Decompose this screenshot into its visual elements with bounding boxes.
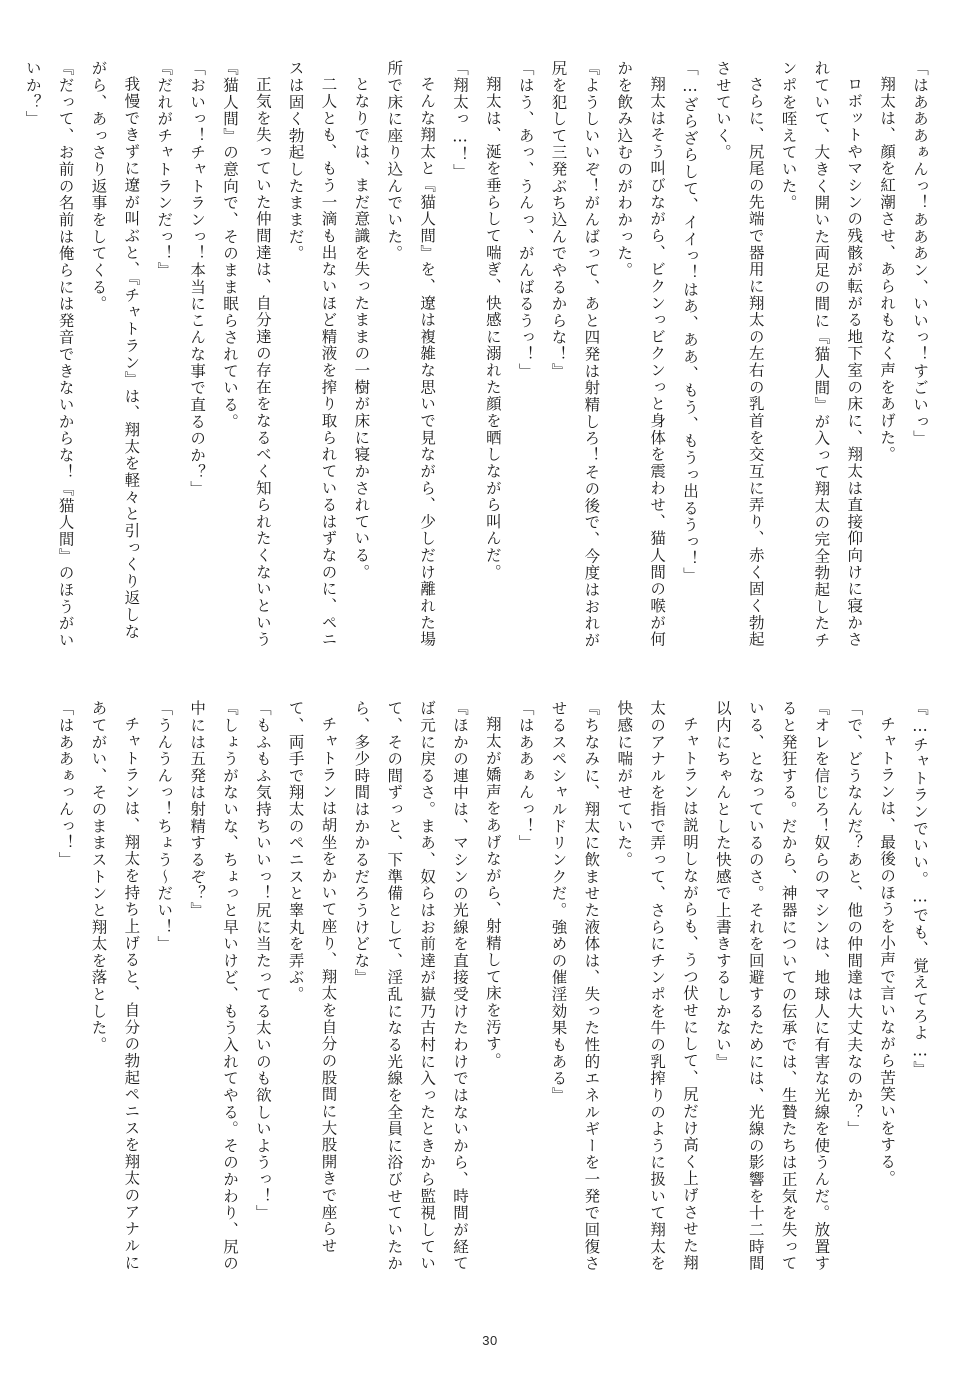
paragraph: 『ようしいいぞ！がんばって、あと四発は射精しろ！その後で、今度はおれが尻を犯して三発ぶち込んでやるからな！』 [549, 60, 601, 649]
paragraph: 「おいっ！チャトランっ！本当にこんな事で直るのか？」 [188, 60, 207, 498]
paragraph: となりでは、まだ意識を失ったままの一樹が床に寝かされている。 [352, 75, 371, 581]
paragraph: さらに、尻尾の先端で器用に翔太の左右の乳首を交互に弄り、赤く固く勃起させていく。 [713, 60, 765, 648]
paragraph: 我慢できずに遼が叫ぶと、『チャトラン』は、翔太を軽々と引っくり返しながら、あっさり返事をしてくる。 [89, 60, 141, 640]
text-block-lower [56, 700, 936, 1280]
paragraph: 『だれがチャトランだっ！』 [155, 60, 174, 279]
paragraph: 翔太は、涎を垂らして喘ぎ、快感に溺れた顔を晒しながら叫んだ。 [483, 75, 502, 581]
paragraph: 「翔太っ…！」 [450, 60, 469, 181]
paragraph: 「はあああぁんっ！あああン、いいっ！すごいっ」 [911, 60, 929, 447]
paragraph: 翔太は、顔を紅潮させ、あられもなく声をあげた。 [878, 75, 897, 463]
paragraph: 二人とも、もう一滴も出ないほど精液を搾り取られているはずなのに、ペニスは固く勃起したままだ。 [286, 60, 338, 648]
paragraph: 「…ざらざらして、イイっ！はあ、ああ、もう、もうっ出るうっ！」 [680, 60, 699, 584]
paragraph: 「うんうんっ！ちょう～だい！」 [155, 700, 174, 953]
page-number: 30 [482, 1333, 498, 1348]
paragraph: 「はう、あっ、うんっ、がんばるうっ！」 [516, 60, 535, 380]
paragraph: 『しょうがないな、ちょっと早いけど、もう入れてやる。そのかわり、尻の中には五発は射精するぞ？』 [188, 700, 239, 1272]
paragraph: 「はああぁんっ！」 [516, 700, 535, 852]
paragraph: チャトランは胡坐をかいて座り、翔太を自分の股間に大股開きで座らせて、両手で翔太のペニスと睾丸を弄ぶ。 [286, 700, 338, 1254]
paragraph: 「はああぁっんっ！」 [56, 700, 75, 869]
paragraph: 「もふもふ気持ちいいっ！尻に当たってる太いのも欲しいようっ！」 [253, 700, 272, 1222]
paragraph: 『ちなみに、翔太に飲ませた液体は、失った性的エネルギーを一発で回復させるスペシャルドリンクだ。強めの催淫効果もある』 [549, 700, 601, 1272]
paragraph: 「で、どうなんだ？あと、他の仲間達は大丈夫なのか？」 [845, 700, 864, 1138]
paragraph: 翔太が嬌声をあげながら、射精して床を汚す。 [483, 715, 502, 1069]
paragraph: そんな翔太と『猫人間』を、遼は複雑な思いで見ながら、少しだけ離れた場所で床に座り込んでいた。 [385, 60, 437, 648]
paragraph: チャトランは説明しながらも、うつ伏せにして、尻だけ高く上げさせた翔太のアナルを指で弄って、さらにチンポを牛の乳搾りのように扱いて翔太を快感に喘がせていた。 [615, 700, 699, 1272]
text-block-upper [23, 60, 936, 655]
paragraph: 翔太はそう叫びながら、ビクンっビクンっと身体を震わせ、猫人間の喉が何かを飲み込むのがわかった。 [615, 60, 667, 648]
paragraph: 正気を失っていた仲間達は、自分達の存在をなるべく知られたくないという『猫人間』の意向で、そのまま眠らされている。 [220, 60, 272, 648]
paragraph: 『…チャトランでいい。…でも、覚えてろよ…』 [911, 700, 929, 1078]
paragraph: 『オレを信じろ！奴らのマシンは、地球人に有害な光線を使うんだ。放置すると発狂する。だから、神器についての伝承では、生贄たちは正気を失っている、となっているのさ。それを回避するためには、光線の影響を十二時間以内にちゃんとした快感で上書きするしかない』 [713, 700, 831, 1272]
paragraph: ロボットやマシンの残骸が転がる地下室の床に、翔太は直接仰向けに寝かされていて、大きく開いた両足の間に『猫人間』が入って翔太の完全勃起したチンポを咥えていた。 [779, 60, 864, 649]
paragraph: チャトランは、最後のほうを小声で言いながら苦笑いをする。 [878, 715, 897, 1187]
paragraph: チャトランは、翔太を持ち上げると、自分の勃起ペニスを翔太のアナルにあてがい、そのままストンと翔太を落とした。 [89, 700, 141, 1271]
paragraph: 『だって、お前の名前は俺らには発音できないからな！『猫人間』のほうがいいか？」 [23, 60, 75, 649]
paragraph: 『ほかの連中は、マシンの光線を直接受けたわけではないから、時間が経てば元に戻るさ。まあ、奴らはお前達が嶽乃古村に入ったときから監視していて、その間ずっと、下準備として、淫乱になる光線を全員に浴びせていたから、多少時間はかかるだろうけどな』 [352, 700, 469, 1272]
